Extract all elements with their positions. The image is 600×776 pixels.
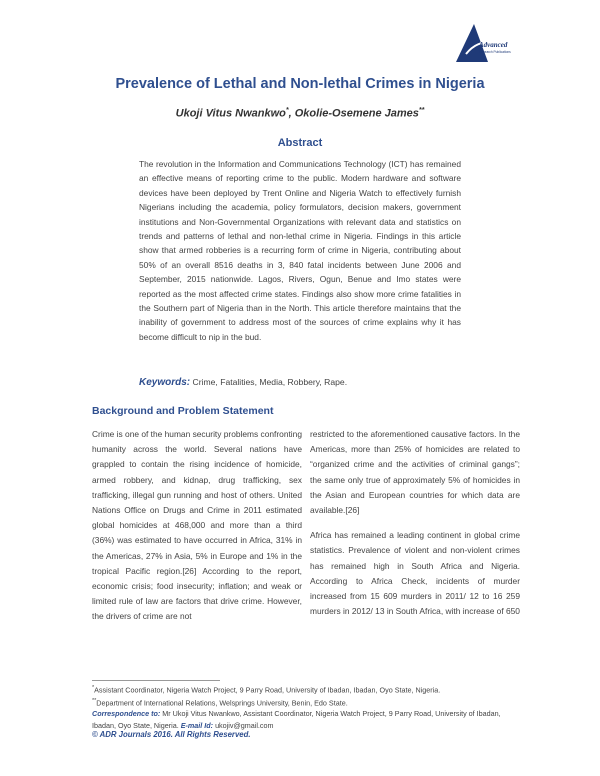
logo-line1: Advanced bbox=[479, 41, 508, 49]
copyright-notice: © ADR Journals 2016. All Rights Reserved. bbox=[92, 730, 251, 739]
correspondence-text: Mr Ukoji Vitus Nwankwo, Assistant Coordinator, Nigeria Watch Project, 9 Parry Road, University of Ibadan, Ibadan, Oyo State, Nigeria. bbox=[92, 709, 501, 730]
author-mark-1: * bbox=[285, 107, 289, 114]
correspondence-label: Correspondence to: bbox=[92, 709, 161, 719]
author-mark-2: ** bbox=[418, 107, 425, 114]
footnote-2-text: Department of International Relations, Welsprings University, Benin, Edo State. bbox=[96, 698, 348, 708]
footnote-divider bbox=[92, 680, 220, 681]
author-name-1: Ukoji Vitus Nwankwo bbox=[175, 107, 286, 120]
keywords-value: Crime, Fatalities, Media, Robbery, Rape. bbox=[192, 377, 348, 387]
publisher-logo bbox=[452, 22, 514, 66]
footnote-2-mark: ** bbox=[92, 697, 97, 704]
author-list bbox=[0, 107, 600, 120]
body-paragraph: Africa has remained a leading continent in global crime statistics. Prevalence of violent and non-violent crimes has remained high in South Africa and Nigeria. According to Africa Check, incidents of murder increased from 15 609 murders in 2011/ 12 to 16 259 murders in 2012/ 13 in South Africa, with increase of 650 bbox=[310, 530, 520, 617]
body-column-right bbox=[310, 427, 520, 629]
footnote-1-mark: * bbox=[92, 685, 95, 691]
author-name-2: Okolie-Osemene James bbox=[294, 107, 419, 120]
footnote-2 bbox=[92, 696, 522, 709]
body-paragraph: Crime is one of the human security problems confronting humanity across the world. Several nations have grappled to contain the rising incidence of homicide, armed robbery, and kidnap, drug trafficking, sex trafficking, illegal gun running and host of others. United Nations Office on Drugs and Crime in 2011 estimated global homicides at 468,000 and more than a third (36%) was estimated to have occurred in Africa, 31% in the Americas, 27% in Asia, 5% in Europe and 1% in the tropical Pacific region.[26] According to the report, economic crisis; food insecurity; inflation; and weak or limited rule of law are factors that drive crime. However, the drivers of crime are not bbox=[92, 429, 302, 622]
author-separator: , bbox=[288, 107, 295, 120]
correspondence bbox=[92, 708, 522, 731]
abstract-heading: Abstract bbox=[277, 137, 323, 149]
logo-line2: Research Publications bbox=[479, 50, 511, 54]
paper-title: Prevalence of Lethal and Non-lethal Crimes in Nigeria bbox=[115, 76, 485, 92]
body-paragraph: restricted to the aforementioned causative factors. In the Americas, more than 25% of homicides are related to “organized crime and the activities of criminal gangs”; the same only true of approximately 5% of homicides in the Asian and European countries for which data are available.[26] bbox=[310, 429, 520, 516]
email-address[interactable]: ukojiv@gmail.com bbox=[215, 720, 274, 730]
footnote-1 bbox=[92, 683, 522, 696]
footnote-1-text: Assistant Coordinator, Nigeria Watch Project, 9 Parry Road, University of Ibadan, Ibadan, Oyo State, Nigeria. bbox=[94, 685, 441, 695]
section-heading: Background and Problem Statement bbox=[92, 405, 274, 417]
keywords-label: Keywords: bbox=[139, 377, 191, 388]
body-column-left bbox=[92, 427, 302, 635]
footnotes bbox=[92, 683, 522, 731]
email-label: E-mail Id: bbox=[180, 720, 214, 730]
keywords bbox=[139, 377, 461, 388]
abstract-text: The revolution in the Information and Communications Technology (ICT) has remained an effective means of reporting crime to the public. Modern hardware and software devices have been deployed by Trent Online and Nigeria Watch to effectively furnish Nigerians including the academia, policy formulators, decision makers, government institutions and Non-Governmental Organizations with relevant data and statistics on trends and patterns of lethal and non-lethal crime in Nigeria. Findings in this article show that armed robberies is a recurring form of crime in Nigeria, contributing about 50% of an overall 8516 deaths in 3, 840 fatal incidents between June 2006 and September, 2015 nationwide. Lagos, Rivers, Ogun, Benue and Imo states were reported as the most affected crime states. Findings also show more crime fatalities in the Southern part of Nigeria than in the North. This article therefore maintains that the inability of government to address most of the sources of crime explains why it has become difficult to nip in the bud. bbox=[139, 159, 461, 342]
